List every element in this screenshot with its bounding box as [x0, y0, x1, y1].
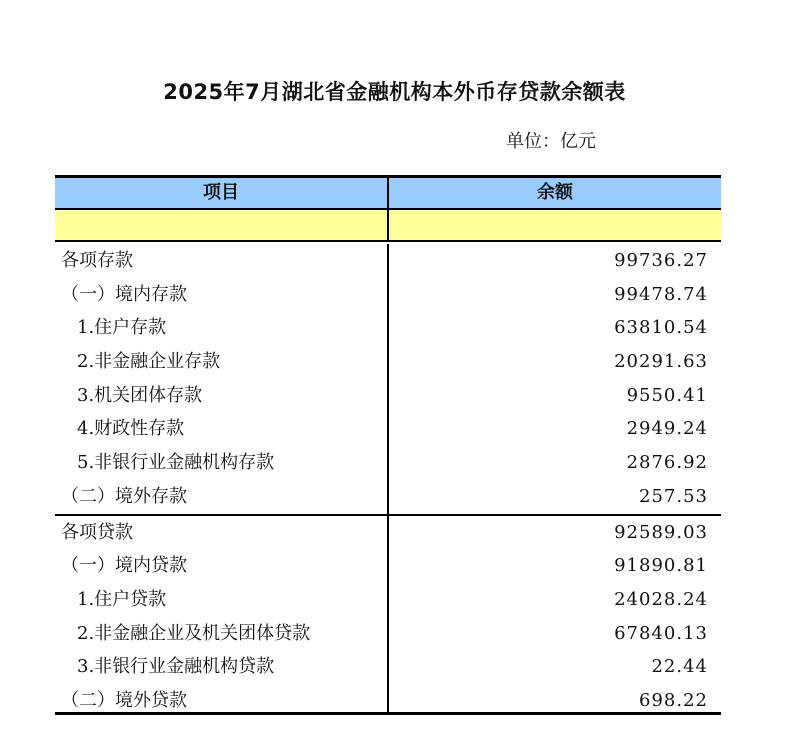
row-label: 3.非银行业金融机构贷款 [77, 656, 275, 678]
row-label: 5.非银行业金融机构存款 [77, 452, 275, 474]
row-label: （一）境内存款 [61, 283, 187, 305]
table-row [55, 650, 721, 684]
table-body [55, 244, 721, 718]
row-value: 24028.24 [614, 588, 708, 610]
row-label: 1.住户存款 [77, 317, 167, 339]
table-row [55, 311, 721, 345]
row-value: 2949.24 [626, 418, 708, 440]
table-row [55, 583, 721, 617]
row-value: 20291.63 [614, 351, 708, 373]
row-value: 9550.41 [626, 384, 708, 406]
row-value: 698.22 [639, 689, 708, 711]
column-divider [387, 178, 389, 208]
table-row [55, 244, 721, 278]
table-bottom-border [55, 712, 721, 715]
column-header-item: 项目 [203, 182, 239, 203]
table-row [55, 516, 721, 550]
row-value: 257.53 [639, 485, 708, 507]
row-label: （二）境外贷款 [61, 689, 187, 711]
table-header-row [55, 175, 721, 210]
table-row [55, 379, 721, 413]
row-value: 91890.81 [614, 555, 708, 577]
row-value: 22.44 [651, 656, 708, 678]
table-row [55, 278, 721, 312]
column-divider [387, 210, 389, 240]
row-label: 2.非金融企业存款 [77, 351, 221, 373]
table-row [55, 617, 721, 651]
row-value: 99478.74 [614, 283, 708, 305]
table-row [55, 345, 721, 379]
row-value: 92589.03 [614, 521, 708, 543]
row-value: 63810.54 [614, 317, 708, 339]
row-value: 2876.92 [626, 452, 708, 474]
table-row [55, 412, 721, 446]
balance-table-header [55, 175, 721, 242]
row-value: 67840.13 [614, 622, 708, 644]
row-value: 99736.27 [614, 250, 708, 271]
row-label: 3.机关团体存款 [77, 384, 203, 406]
row-label: 1.住户贷款 [77, 588, 167, 610]
row-label: 2.非金融企业及机关团体贷款 [77, 622, 311, 644]
row-label: （一）境内贷款 [61, 555, 187, 577]
table-blank-row [55, 210, 721, 242]
table-row [55, 480, 721, 516]
page-title: 2025年7月湖北省金融机构本外币存贷款余额表 [163, 80, 626, 104]
row-label: （二）境外存款 [61, 485, 187, 507]
row-label: 4.财政性存款 [77, 418, 185, 440]
unit-label: 单位：亿元 [506, 131, 596, 152]
row-label: 各项贷款 [61, 521, 133, 543]
table-row [55, 549, 721, 583]
column-header-balance: 余额 [537, 182, 573, 203]
row-label: 各项存款 [61, 250, 133, 271]
table-row [55, 446, 721, 480]
